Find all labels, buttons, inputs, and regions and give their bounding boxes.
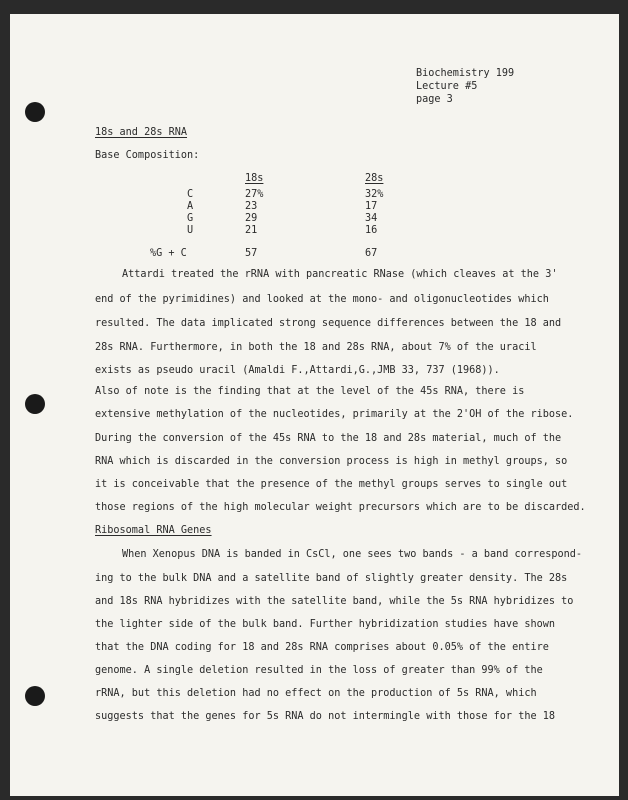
table-row-base: G <box>187 213 194 224</box>
section-title: 18s and 28s RNA <box>95 127 188 138</box>
text-line: Also of note is the finding that at the level of the 45s RNA, there is <box>95 386 525 397</box>
table-cell: 23 <box>245 201 258 212</box>
text-line: RNA which is discarded in the conversion process is high in methyl groups, so <box>95 456 568 467</box>
text-line: it is conceivable that the presence of the methyl groups serves to single out <box>95 479 568 490</box>
table-cell: 34 <box>365 213 378 224</box>
table-cell: 21 <box>245 225 258 236</box>
punch-hole <box>25 102 45 122</box>
table-cell: 27% <box>245 189 264 200</box>
text-line: end of the pyrimidines) and looked at the mono- and oligonucleotides which <box>95 294 549 305</box>
header-lecture: Lecture #5 <box>416 81 478 92</box>
table-cell: 16 <box>365 225 378 236</box>
text-line: suggests that the genes for 5s RNA do not intermingle with those for the 18 <box>95 711 556 722</box>
table-cell: 67 <box>365 248 378 259</box>
table-row-base: U <box>187 225 194 236</box>
text-line: exists as pseudo uracil (Amaldi F.,Attardi,G.,JMB 33, 737 (1968)). <box>95 365 500 376</box>
table-cell: 29 <box>245 213 258 224</box>
text-line: extensive methylation of the nucleotides, primarily at the 2'OH of the ribose. <box>95 409 574 420</box>
table-row-base: C <box>187 189 194 200</box>
text-line: resulted. The data implicated strong sequence differences between the 18 and <box>95 318 562 329</box>
table-cell: 17 <box>365 201 378 212</box>
section-title: Ribosomal RNA Genes <box>95 525 212 536</box>
text-line: genome. A single deletion resulted in the loss of greater than 99% of the <box>95 665 543 676</box>
text-line: and 18s RNA hybridizes with the satellite band, while the 5s RNA hybridizes to <box>95 596 574 607</box>
text-line: 28s RNA. Furthermore, in both the 18 and 28s RNA, about 7% of the uracil <box>95 342 537 353</box>
table-row-base: A <box>187 201 194 212</box>
table-cell: 57 <box>245 248 258 259</box>
header-course: Biochemistry 199 <box>416 68 515 79</box>
text-line: the lighter side of the bulk band. Further hybridization studies have shown <box>95 619 556 630</box>
text-line: When Xenopus DNA is banded in CsCl, one sees two bands - a band correspond- <box>122 549 583 560</box>
text-line: Attardi treated the rRNA with pancreatic RNase (which cleaves at the 3' <box>122 269 558 280</box>
base-composition-label: Base Composition: <box>95 150 200 161</box>
punch-hole <box>25 394 45 414</box>
table-col-18s: 18s <box>245 173 264 184</box>
text-line: rRNA, but this deletion had no effect on the production of 5s RNA, which <box>95 688 537 699</box>
text-line: those regions of the high molecular weight precursors which are to be discarded. <box>95 502 586 513</box>
header-page: page 3 <box>416 94 453 105</box>
text-line: ing to the bulk DNA and a satellite band of slightly greater density. The 28s <box>95 573 568 584</box>
table-gc-label: %G + C <box>150 248 187 259</box>
table-cell: 32% <box>365 189 384 200</box>
punch-hole <box>25 686 45 706</box>
text-line: During the conversion of the 45s RNA to the 18 and 28s material, much of the <box>95 433 562 444</box>
text-line: that the DNA coding for 18 and 28s RNA comprises about 0.05% of the entire <box>95 642 549 653</box>
table-col-28s: 28s <box>365 173 384 184</box>
